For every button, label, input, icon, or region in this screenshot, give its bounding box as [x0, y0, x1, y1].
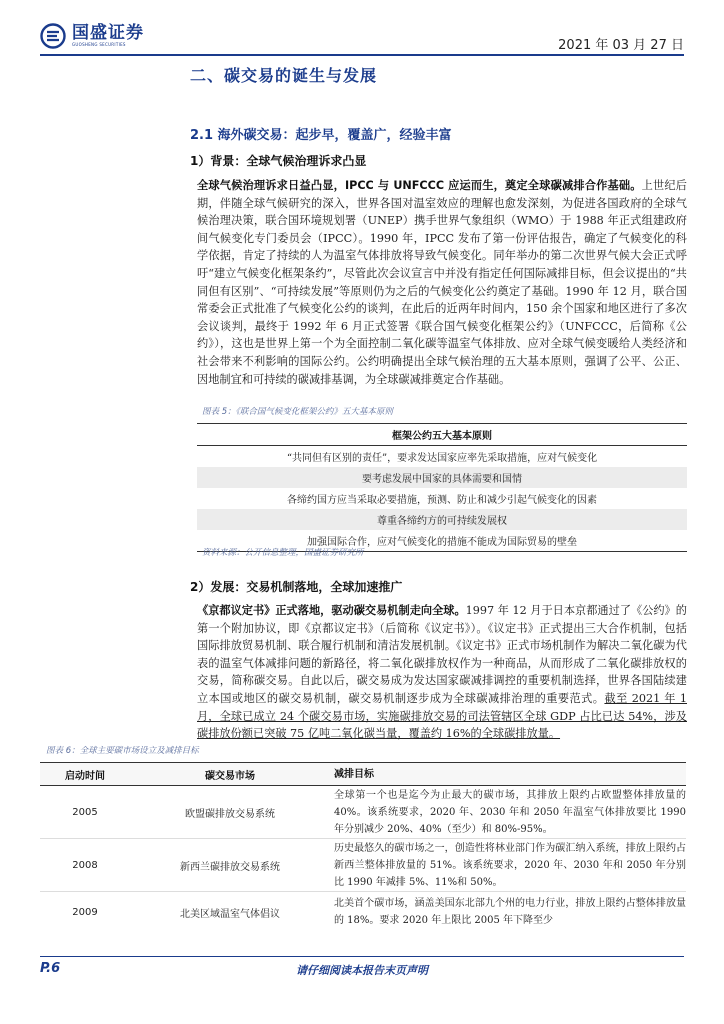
figure5-caption: 图表 5：《联合国气候变化框架公约》五大基本原则	[202, 407, 393, 417]
table-row	[40, 892, 686, 932]
guosheng-logo-icon	[40, 23, 66, 49]
row-year: 2005	[72, 806, 98, 818]
row-market: 欧盟碳排放交易系统	[185, 808, 275, 820]
part2-heading: 2）发展：交易机制落地，全球加速推广	[190, 580, 403, 594]
row-year: 2008	[72, 859, 98, 871]
column-header-market: 碳交易市场	[205, 770, 255, 782]
table-row: 加强国际合作，应对气候变化的措施不能成为国际贸易的壁垒	[307, 537, 577, 548]
part2-lead: 《京都议定书》正式落地，驱动碳交易机制走向全球。	[197, 604, 466, 617]
row-target: 北美首个碳市场，涵盖美国东北部九个州的电力行业，排放上限约占整体排放量的 18%。要求 2020 年上限比 2005 年下降至少	[334, 898, 686, 926]
brand-name-en: GUOSHENG SECURITIES	[72, 42, 126, 47]
table-row: “共同但有区别的责任”，要求发达国家应率先采取措施，应对气候变化	[286, 453, 598, 464]
table-row	[40, 839, 686, 892]
section-title: 二、碳交易的诞生与发展	[190, 66, 378, 85]
carbon-markets-table	[40, 762, 686, 932]
column-header-year: 启动时间	[65, 770, 105, 782]
table-row: 尊重各缔约方的可持续发展权	[197, 509, 687, 530]
subsection-title: 2.1 海外碳交易：起步早，覆盖广，经验丰富	[190, 128, 452, 143]
row-target: 全球第一个也是迄今为止最大的碳市场，其排放上限约占欧盟整体排放量的 40%。该系统要求，2020 年、2030 年和 2050 年温室气体排放要比 1990 年分别减少 20%、40%（至少）和 80%-95%。	[334, 789, 686, 835]
table-row: 各缔约国方应当采取必要措施，预测、防止和减少引起气候变化的因素	[287, 495, 597, 506]
brand-logo	[40, 22, 144, 50]
footer-disclaimer: 请仔细阅读本报告末页声明	[296, 964, 428, 977]
part2-highlight: 截至 2021 年 1 月，全球已成立 24 个碳交易市场，实施碳排放交易的司法管辖区全球 GDP 占比已达 54%，涉及碳排放份额已突破 75 亿吨二氧化碳当量，覆盖约 16%的全球碳排放量。	[197, 691, 687, 741]
principles-table-header: 框架公约五大基本原则	[197, 424, 687, 446]
figure5-source: 资料来源：公开信息整理，国盛证券研究所	[202, 548, 364, 558]
part1-body: 上世纪后期，伴随全球气候研究的深入，世界各国对温室效应的理解也愈发深刻，为促进各国政府的全球气候治理决策，联合国环境规划署（UNEP）携手世界气象组织（WMO）于 1988 年正式组建政府间气候变化专门委员会（IPCC）。1990 年，IPCC 发布了第一份评估报告，确定了气候变化的科学依据，肯定了持续的人为温室气体排放将导致气候变化。同年举办的第二次世界气候大会正式呼吁“建立气候变化框架条约”，尽管此次会议宣言中并没有指定任何国际减排目标，但会议提出的“共同但有区别”、“可持续发展”等原则仍为之后的气候变化公约奠定了基础。1990 年 12 月，联合国常委会正式批准了气候变化公约的谈判，在此后的近两年时间内，150 余个国家和地区进行了多次会议谈判，最终于 1992 年 6 月正式签署《联合国气候变化框架公约》（UNFCCC，后简称《公约》），这也是世界上第一个为全面控制二氧化碳等温室气体排放、应对全球气候变暖给人类经济和社会带来不利影响的国际公约。公约明确提出全球气候治理的五大基本原则，强调了公平、公正、因地制宜和可持续的碳减排基调，为全球碳减排奠定合作基础。	[197, 179, 687, 386]
report-date: 2021 年 03 月 27 日	[558, 38, 684, 53]
column-header-target: 减排目标	[334, 768, 374, 780]
figure6-caption: 图表 6：全球主要碳市场设立及减排目标	[46, 746, 199, 756]
footer-divider	[40, 956, 684, 957]
part2-body: 1997 年 12 月于日本京都通过了《公约》的第一个附加协议，即《京都议定书》（后简称《议定书》）。《议定书》正式提出三大合作机制，包括国际排放贸易机制、联合履行机制和清洁发展机制。《议定书》正式市场机制作为解决二氧化碳为代表的温室气体减排问题的新路径，将二氧化碳排放权作为一种商品，从而形成了二氧化碳排放权的交易，简称碳交易。自此以后，碳交易成为发达国家碳减排调控的重要机制选择，世界各国陆续建立本国或地区的碳交易机制，碳交易机制逐步成为全球碳减排治理的重要范式。	[197, 604, 687, 705]
principles-table	[197, 423, 687, 552]
table-row: 要考虑发展中国家的具体需要和国情	[197, 467, 687, 488]
part1-lead: 全球气候治理诉求日益凸显，IPCC 与 UNFCCC 应运而生，奠定全球碳减排合作基础。	[197, 179, 642, 192]
part1-paragraph	[197, 177, 687, 388]
brand-name-cn: 国盛证券	[72, 23, 144, 43]
page-number: P.6	[40, 961, 61, 976]
table-row	[40, 786, 686, 839]
part2-paragraph	[197, 602, 687, 743]
part1-heading: 1）背景：全球气候治理诉求凸显	[190, 154, 367, 168]
row-year: 2009	[72, 906, 98, 918]
row-target: 历史最悠久的碳市场之一，创造性将林业部门作为碳汇纳入系统，排放上限约占新西兰整体排放量的 51%。该系统要求，2020 年、2030 年和 2050 年分别比 1990 年减排 5%、11%和 50%。	[334, 842, 686, 888]
carbon-markets-table-header	[40, 762, 686, 786]
row-market: 北美区域温室气体倡议	[180, 908, 280, 920]
header-divider	[40, 54, 684, 56]
row-market: 新西兰碳排放交易系统	[180, 861, 280, 873]
